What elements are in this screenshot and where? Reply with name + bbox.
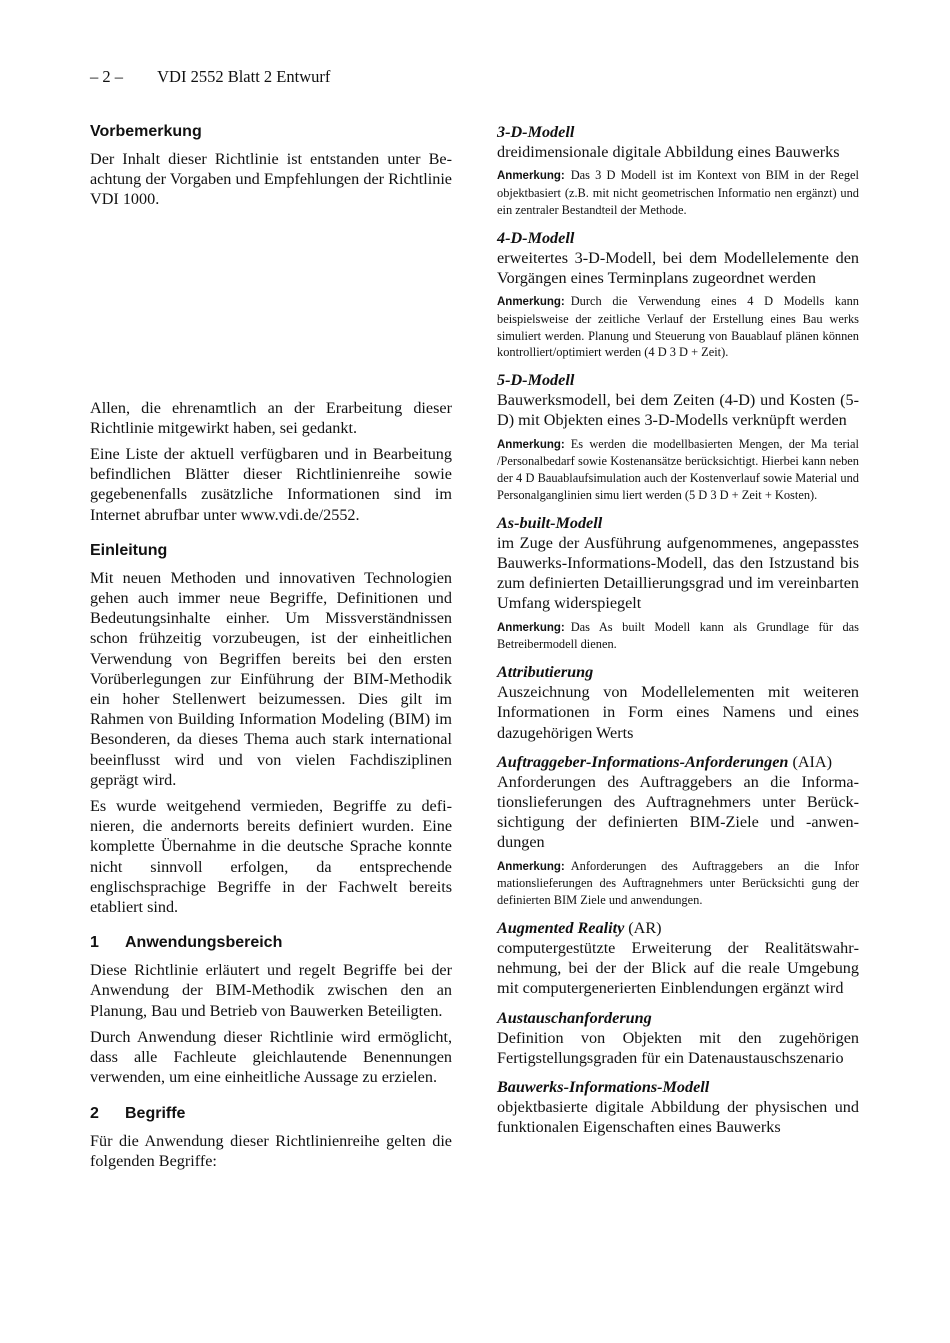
term-entry xyxy=(497,918,859,999)
term-entry xyxy=(497,228,859,362)
term-name: As-built-Modell xyxy=(497,513,603,532)
term-definition: dreidimensionale digitale Abbildung eines Bauwerks xyxy=(497,143,840,161)
term-name: Auftraggeber-Informations-Anforderungen xyxy=(497,752,789,771)
vorbemerkung-paragraph-3: Eine Liste der aktuell verfügbaren und in Bearbeitung befindlichen Blätter dieser Richtlinienreihe sowie gegebenenfalls zusätzliche Informationen sind im Internet abrufbar unter www.vdi.de/2552. xyxy=(90,445,452,524)
term-heading xyxy=(497,513,859,533)
term-name: 3-D-Modell xyxy=(497,123,575,141)
term-heading xyxy=(497,1008,859,1028)
heading-begriffe xyxy=(90,1104,452,1124)
page-number: – 2 – xyxy=(90,67,123,86)
document-title: VDI 2552 Blatt 2 Entwurf xyxy=(157,67,331,86)
einleitung-paragraph-2: Es wurde weitgehend vermieden, Begriffe zu definieren, die andernorts bereits definiert wurden. Eine komplette Übernahme in die deutsche Sprache konnte nicht sinnvoll erfolgen, da entsprechende englischsprachige Begriffe in der Fachwelt bereits etabliert sind. xyxy=(90,797,452,917)
section-number: 2 xyxy=(90,1104,99,1122)
term-entry xyxy=(497,1008,859,1068)
term-heading xyxy=(497,918,859,938)
term-note xyxy=(497,619,859,654)
anwendungsbereich-paragraph-1: Diese Richtlinie erläutert und regelt Begriffe bei der Anwendung der BIM-Methodik zwischen den an Planung, Bau und Betrieb von Bauwerken Beteiligten. xyxy=(90,961,452,1020)
note-text: Anforderungen des Auftraggebers an die Infor mationslieferungen des Auftragnehmers unter Berücksichti gung der definierten BIM Ziele und anwendungen. xyxy=(497,858,859,908)
section-number: 1 xyxy=(90,934,99,952)
term-heading xyxy=(497,1077,859,1097)
term-definition: computergestützte Erweiterung der Realitätswahrnehmung, bei der der Blick auf die reale Umgebung mit computergenerierten Einblendungen ergänzt wird xyxy=(497,939,859,998)
term-name: Attributierung xyxy=(497,663,594,682)
term-definition: Anforderungen des Auftraggebers an die Informationslieferungen des Auftragnehmers unter Berücksichtigung der definierten BIM-Ziele und -anwendungen xyxy=(497,772,859,852)
term-entry xyxy=(497,513,859,653)
section-anwendungsbereich xyxy=(90,933,452,1087)
section-title: Begriffe xyxy=(125,1104,186,1122)
term-definition: Definition von Objekten mit den zugehörigen Fertigstellungsgraden für ein Datenaustauschszenario xyxy=(497,1028,859,1067)
left-column xyxy=(90,122,452,1177)
note-label: Anmerkung: xyxy=(497,860,565,873)
term-abbreviation: (AIA) xyxy=(792,752,832,771)
term-definition: erweitertes 3-D-Modell, bei dem Modellelemente den Vorgängen eines Terminplans zugeordnet werden xyxy=(497,248,859,287)
term-definition: objektbasierte digitale Abbildung der physischen und funktionalen Eigenschaften eines Bauwerks xyxy=(497,1098,859,1137)
term-entry xyxy=(497,122,859,219)
term-note xyxy=(497,167,859,218)
term-definition: im Zuge der Ausführung aufgenommenes, angepasstes Bauwerks-Informations-Modell, das den Istzustand bis zum definierten Detaillierungsgrad und im vereinbarten Umfang widerspiegelt xyxy=(497,533,859,613)
term-note xyxy=(497,293,859,361)
term-entry xyxy=(497,370,859,504)
heading-einleitung: Einleitung xyxy=(90,541,168,559)
term-note xyxy=(497,858,859,909)
term-entry xyxy=(497,662,859,743)
term-entry xyxy=(497,1077,859,1137)
term-definition: Auszeichnung von Modellelementen mit weiteren Informationen in Form eines Namens und eines dazugehörigen Werts xyxy=(497,683,859,742)
note-label: Anmerkung: xyxy=(497,621,565,634)
note-text: Das As built Modell kann als Grundlage für das Betreibermodell dienen. xyxy=(497,619,859,652)
term-name: Bauwerks-Informations-Modell xyxy=(497,1078,710,1097)
heading-vorbemerkung: Vorbemerkung xyxy=(90,123,202,140)
section-title: Anwendungsbereich xyxy=(125,934,283,952)
heading-anwendungsbereich xyxy=(90,933,452,953)
note-text: Das 3 D Modell ist im Kontext von BIM in der Regel objektbasiert (z.B. mit nicht geometrischen Informatio nen ergänzt) und ein zentraler Bestandteil der Methode. xyxy=(497,168,859,217)
term-heading xyxy=(497,228,859,248)
right-column xyxy=(497,122,859,1146)
term-note xyxy=(497,436,859,504)
note-label: Anmerkung: xyxy=(497,296,565,308)
term-heading xyxy=(497,752,859,772)
anwendungsbereich-paragraph-2: Durch Anwendung dieser Richtlinie wird ermöglicht, dass alle Fachleute gleichlautende Benennungen verwenden, um eine einheitliche Aussage zu erzielen. xyxy=(90,1027,452,1087)
section-einleitung xyxy=(90,541,452,917)
begriffe-paragraph-1: Für die Anwendung dieser Richtlinienreihe gelten die folgenden Begriffe: xyxy=(90,1131,452,1170)
term-name: 5-D-Modell xyxy=(497,371,575,390)
term-name: 4-D-Modell xyxy=(497,228,575,247)
note-label: Anmerkung: xyxy=(497,170,565,183)
term-entry xyxy=(497,752,859,909)
term-definition: Bauwerksmodell, bei dem Zeiten (4-D) und Kosten (5-D) mit Objekten eines 3-D-Modells verknüpft werden xyxy=(497,391,859,430)
term-heading xyxy=(497,370,859,390)
blank-space xyxy=(90,216,452,398)
term-abbreviation: (AR) xyxy=(628,919,662,937)
term-name: Austauschanforderung xyxy=(497,1008,652,1027)
section-begriffe xyxy=(90,1104,452,1171)
vorbemerkung-paragraph-2: Allen, die ehrenamtlich an der Erarbeitung dieser Richtlinie mitgewirkt haben, sei gedankt. xyxy=(90,398,452,437)
note-text: Durch die Verwendung eines 4 D Modells kann beispielsweise der zeitliche Verlauf der Erstellung eines Bau werks simuliert werden. Planung und Steuerung von Bauablauf plänen können kontrolliert/optimiert werden (4 D 3 D + Zeit). xyxy=(497,294,859,360)
section-vorbemerkung xyxy=(90,122,452,525)
note-text: Es werden die modellbasierten Mengen, der Ma terial /Personalbedarf sowie Kostenansätze berücksichtigt. Hierbei kann neben der 4 D Bauablaufsimulation auch der Kostenverlauf sowie Material und Personalganglinien simu liert werden (5 D 3 D + Zeit + Kosten). xyxy=(497,436,859,502)
term-name: Augmented Reality xyxy=(497,919,625,937)
note-label: Anmerkung: xyxy=(497,438,565,451)
einleitung-paragraph-1: Mit neuen Methoden und innovativen Technologien gehen auch immer neue Begriffe, Definitionen und Bedeutungsinhalte einher. Um Missverständnissen schon frühzeitig vorzubeugen, ist der einheitlichen Verwendung von Begriffen bereits bei den ersten Vorüberlegungen zur Einführung der BIM-Methodik ein hoher Stellenwert beizumessen. Dies gilt im Rahmen von Building Information Modeling (BIM) im Besonderen, da dieses Thema auch stark international beeinflusst wird und von vielen Fachdisziplinen geprägt wird. xyxy=(90,568,452,789)
term-heading xyxy=(497,122,859,142)
term-heading xyxy=(497,662,859,682)
running-header xyxy=(90,67,330,87)
vorbemerkung-paragraph-1: Der Inhalt dieser Richtlinie ist entstanden unter Beachtung der Vorgaben und Empfehlungen der Richtlinie VDI 1000. xyxy=(90,150,452,209)
